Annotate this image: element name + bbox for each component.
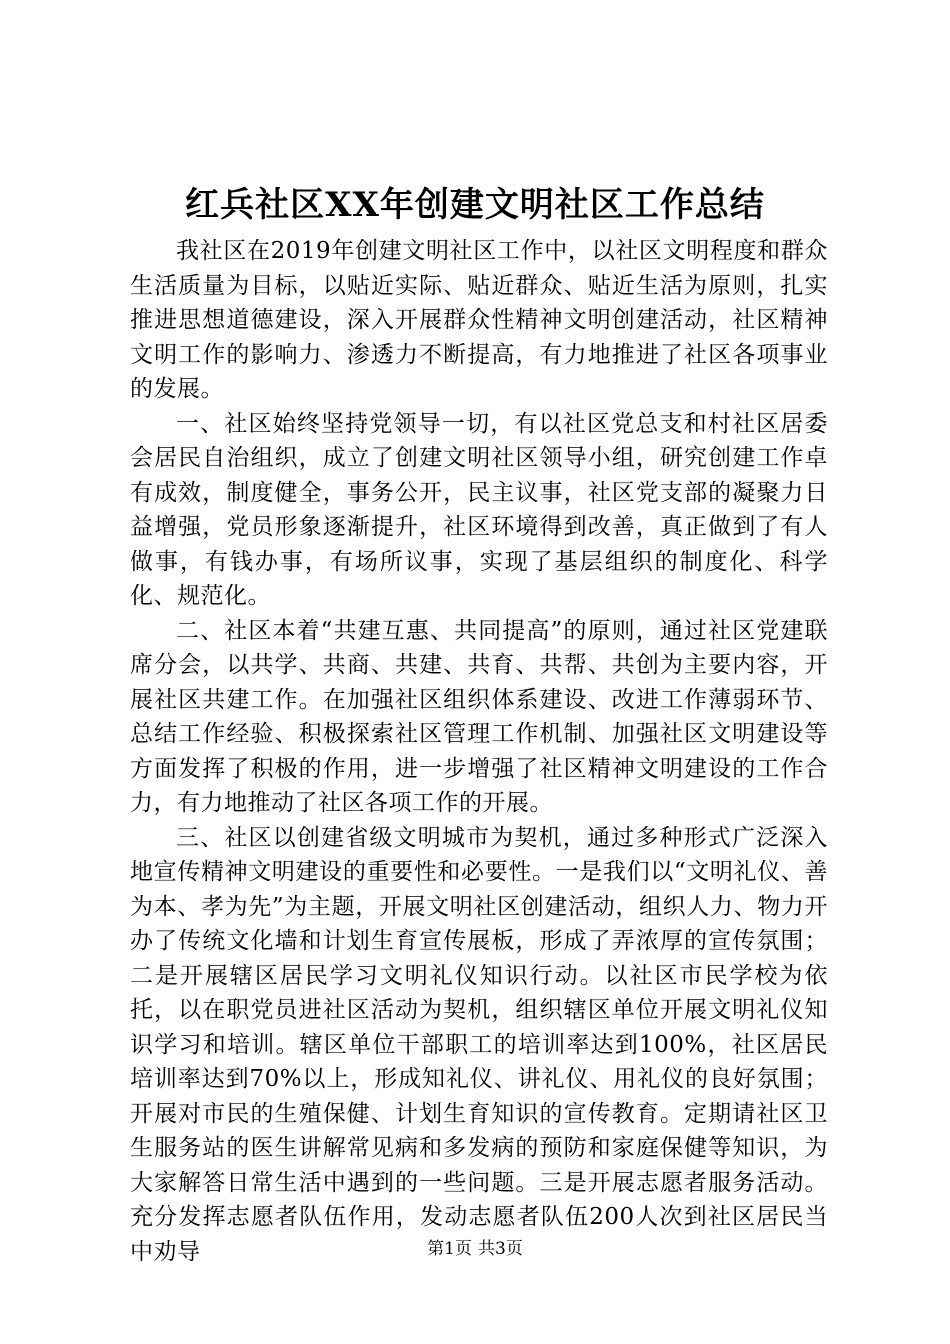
document-title: 红兵社区XX年创建文明社区工作总结	[185, 185, 765, 225]
page-footer	[0, 1237, 950, 1261]
paragraph-section-2: 二、社区本着“共建互惠、共同提高”的原则，通过社区党建联席分会，以共学、共商、共建、共育、共帮、共创为主要内容，开展社区共建工作。在加强社区组织体系建设、改进工作薄弱环节、总结工作经验、积极探索社区管理工作机制、加强社区文明建设等方面发挥了积极的作用，进一步增强了社区精神文明建设的工作合力，有力地推动了社区各项工作的开展。	[130, 617, 828, 816]
page-total: 共3页	[478, 1239, 523, 1259]
paragraph-intro: 我社区在2019年创建文明社区工作中，以社区文明程度和群众生活质量为目标，以贴近实际、贴近群众、贴近生活为原则，扎实推进思想道德建设，深入开展群众性精神文明创建活动，社区精神文明工作的影响力、渗透力不断提高，有力地推进了社区各项事业的发展。	[130, 238, 828, 402]
paragraph-section-3: 三、社区以创建省级文明城市为契机，通过多种形式广泛深入地宣传精神文明建设的重要性和必要性。一是我们以“文明礼仪、善为本、孝为先”为主题，开展文明社区创建活动，组织人力、物力开办了传统文化墙和计划生育宣传展板，形成了弄浓厚的宣传氛围；二是开展辖区居民学习文明礼仪知识行动。以社区市民学校为依托，以在职党员进社区活动为契机，组织辖区单位开展文明礼仪知识学习和培训。辖区单位干部职工的培训率达到100%，社区居民培训率达到70%以上，形成知礼仪、讲礼仪、用礼仪的良好氛围；开展对市民的生殖保健、计划生育知识的宣传教育。定期请社区卫生服务站的医生讲解常见病和多发病的预防和家庭保健等知识，为大家解答日常生活中遇到的一些问题。三是开展志愿者服务活动。充分发挥志愿者队伍作用，发动志愿者队伍200人次到社区居民当中劝导	[130, 824, 828, 1265]
paragraph-section-1: 一、社区始终坚持党领导一切，有以社区党总支和村社区居委会居民自治组织，成立了创建文明社区领导小组，研究创建工作卓有成效，制度健全，事务公开，民主议事，社区党支部的凝聚力日益增强，党员形象逐渐提升，社区环境得到改善，真正做到了有人做事，有钱办事，有场所议事，实现了基层组织的制度化、科学化、规范化。	[130, 410, 828, 609]
page-number: 第1页	[427, 1239, 472, 1259]
document-body	[130, 234, 828, 1269]
